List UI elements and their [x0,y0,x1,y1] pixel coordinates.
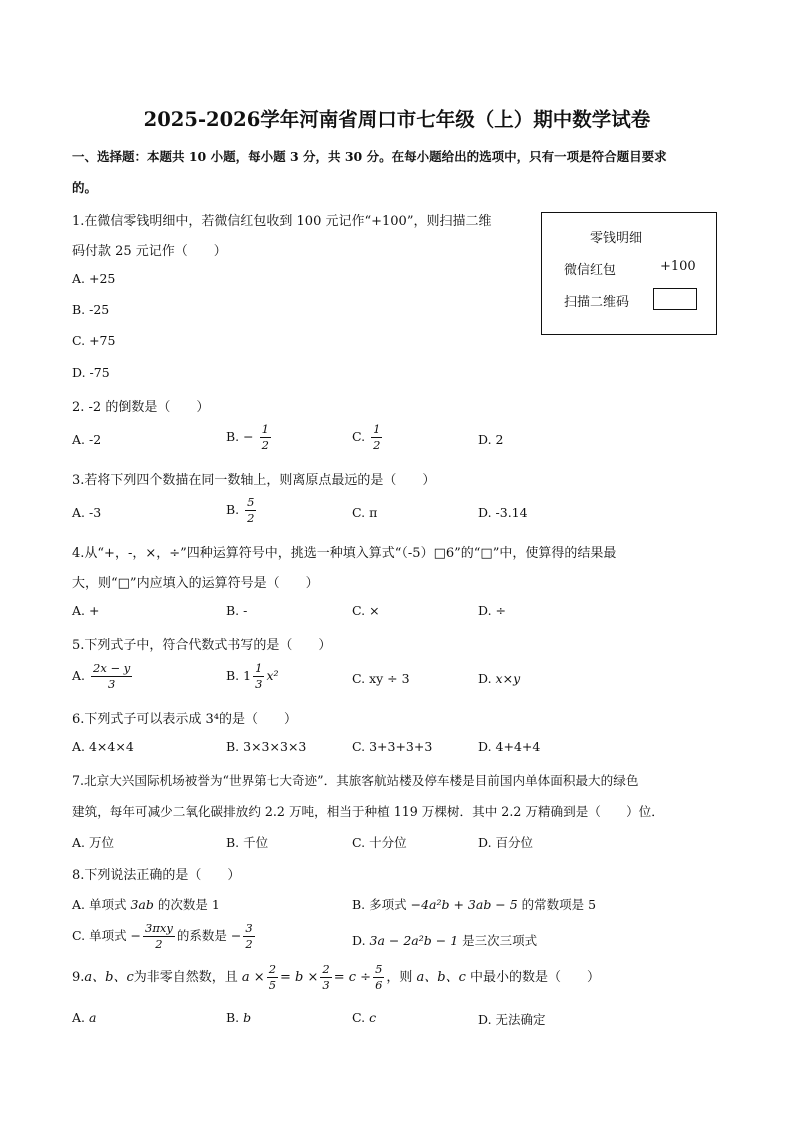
fraction: $\frac{3}{2}$ [245,921,253,951]
q1-option-c: C. +75 [72,333,116,348]
q8-option-d: D. 3a − 2a²b − 1 是三次三项式 [352,933,538,948]
q6-option-a: A. 4×4×4 [72,739,134,754]
q3-option-c: C. π [352,505,378,520]
q6-option-d: D. 4+4+4 [478,739,541,754]
fraction: $\frac{2}{3}$ [322,962,330,992]
wallet-box-title: 零钱明细 [590,231,643,246]
q8-option-c: C. 单项式 − $\frac{\text{3πxy}}{2}$ 的系数是 − $\frac{3}{2}$ [72,921,253,951]
fraction: $\frac{5}{6}$ [375,962,383,992]
q1-option-b: B. -25 [72,302,110,317]
q7-option-c: C. 十分位 [352,835,407,850]
q3-option-b: B. $\frac{5}{2}$ [226,495,255,525]
q5-option-c: C. xy ÷ 3 [352,671,410,686]
q1-option-d: D. -75 [72,365,110,380]
q7-option-d: D. 百分位 [478,835,534,850]
wallet-row1-label: 微信红包 [564,263,617,278]
question-1-stem-cont: 码付款 25 元记作（ ） [72,244,227,259]
q8-option-a: A. 单项式 3ab 的次数是 1 [72,897,220,912]
q4-option-c: C. × [352,603,380,618]
fraction: $\frac{1}{2}$ [373,422,381,452]
question-8-stem: 8.下列说法正确的是（ ） [72,868,241,883]
wallet-row1-value: +100 [660,259,696,274]
q9-option-d: D. 无法确定 [478,1012,546,1027]
q5-option-d: D. x×y [478,671,521,686]
q3-option-d: D. -3.14 [478,505,528,520]
q2-option-d: D. 2 [478,432,504,447]
q2-option-c: C. $\frac{1}{2}$ [352,422,381,452]
question-4-stem: 4.从“+，-，×，÷”四种运算符号中，挑选一种填入算式“（-5）□6”的“□”中，使算得的结果最 [72,546,617,561]
q7-option-a: A. 万位 [72,835,114,850]
question-1-stem: 1.在微信零钱明细中，若微信红包收到 100 元记作“+100”，则扫描二维 [72,214,492,229]
q2-option-b: B. − $\frac{1}{2}$ [226,422,269,452]
fraction: $\frac{2x - y}{3}$ [93,661,131,691]
question-7-stem-cont: 建筑，每年可减少二氧化碳排放约 2.2 万吨，相当于种植 119 万棵树．其中 2.2 万精确到是（ ）位． [72,804,664,819]
q2-option-a: A. -2 [72,432,102,447]
wallet-row2-label: 扫描二维码 [564,295,630,310]
fraction: $\frac{\text{3πxy}}{2}$ [145,921,173,951]
q9-option-a: A. a [72,1010,97,1025]
q8-option-b: B. 多项式 −4a²b + 3ab − 5 的常数项是 5 [352,897,597,912]
question-3-stem: 3.若将下列四个数描在同一数轴上，则离原点最远的是（ ） [72,473,436,488]
question-2-stem: 2. -2 的倒数是（ ） [72,400,210,415]
question-4-stem-cont: 大，则“□”内应填入的运算符号是（ ） [72,576,319,591]
fraction: $\frac{5}{2}$ [247,495,255,525]
section-heading-cont: 的。 [72,180,98,195]
wallet-row2-blank [653,288,697,310]
q4-option-a: A. + [72,603,100,618]
q6-option-c: C. 3+3+3+3 [352,739,433,754]
q6-option-b: B. 3×3×3×3 [226,739,307,754]
question-5-stem: 5.下列式子中，符合代数式书写的是（ ） [72,638,332,653]
q9-option-c: C. c [352,1010,377,1025]
q9-option-b: B. b [226,1010,252,1025]
q4-option-d: D. ÷ [478,603,506,618]
question-6-stem: 6.下列式子可以表示成 3⁴的是（ ） [72,712,298,727]
q5-option-a: A. $\frac{2x - y}{3}$ [72,661,131,691]
fraction: $\frac{2}{5}$ [268,962,277,992]
page-title: 2025-2026学年河南省周口市七年级（上）期中数学试卷 [143,108,651,131]
q3-option-a: A. -3 [72,505,102,520]
q7-option-b: B. 千位 [226,835,269,850]
wallet-detail-box [541,212,717,335]
question-7-stem: 7.北京大兴国际机场被誉为“世界第七大奇迹”．其旅客航站楼及停车楼是目前国内单体面积最大的绿色 [72,773,639,788]
q4-option-b: B. - [226,603,248,618]
fraction: $\frac{1}{2}$ [261,422,269,452]
fraction: $\frac{1}{3}$ [255,661,263,691]
q1-option-a: A. +25 [72,271,116,286]
question-9-stem: 9.a、b、c为非零自然数，且 a × $\frac{2}{5}$ = b × $\frac{2}{3}$ = c ÷ $\frac{5}{6}$ ，则 a、b、c 中最小的数是（ ） [72,962,601,992]
q5-option-b: B. 1 $\frac{1}{3}$ x² [226,661,279,691]
section-heading: 一、选择题：本题共 10 小题，每小题 3 分，共 30 分。在每小题给出的选项中，只有一项是符合题目要求 [72,149,667,164]
